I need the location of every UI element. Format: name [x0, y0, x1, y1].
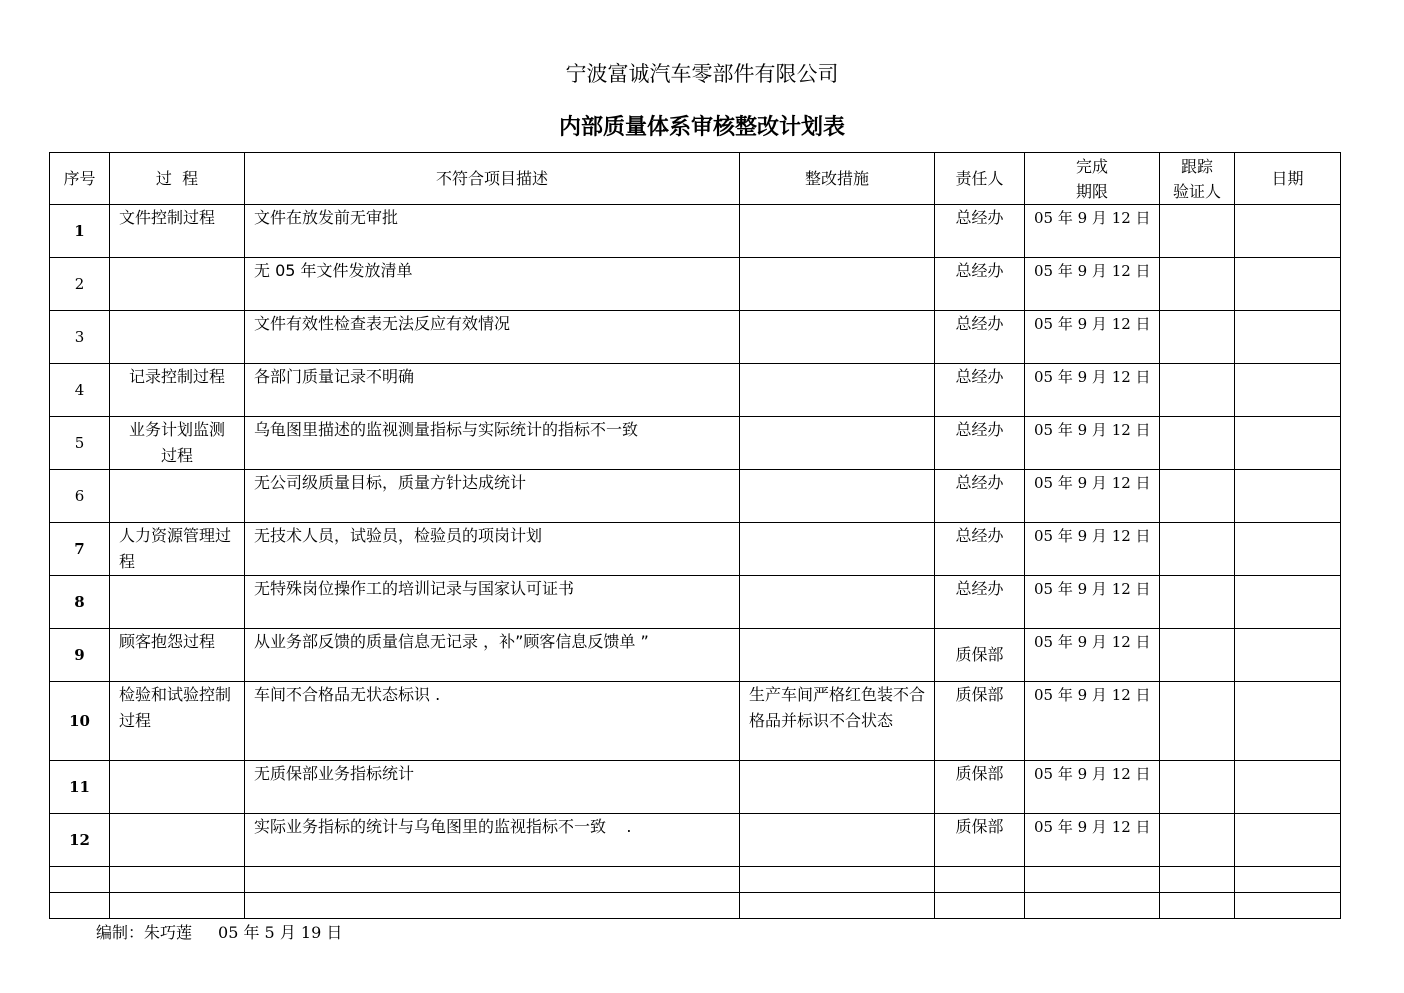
empty-cell	[1160, 893, 1235, 919]
row-seq: 8	[50, 576, 110, 629]
row-deadline: 05 年 9 月 12 日	[1025, 258, 1160, 311]
header-deadline-line2: 期限	[1075, 181, 1108, 201]
row-measure	[740, 205, 935, 258]
row-owner: 总经办	[935, 205, 1025, 258]
empty-cell	[245, 867, 740, 893]
row-owner: 质保部	[935, 761, 1025, 814]
row-owner: 质保部	[935, 814, 1025, 867]
empty-cell	[935, 893, 1025, 919]
table-row	[50, 258, 1341, 311]
row-description: 无公司级质量目标，质量方针达成统计	[245, 470, 740, 523]
row-verifier	[1160, 682, 1235, 761]
row-owner: 总经办	[935, 364, 1025, 417]
row-deadline: 05 年 9 月 12 日	[1025, 364, 1160, 417]
row-seq: 7	[50, 523, 110, 576]
row-date	[1235, 682, 1341, 761]
header-verifier-line1: 跟踪	[1180, 156, 1213, 176]
table-header-row	[50, 153, 1341, 205]
row-process: 记录控制过程	[110, 364, 245, 417]
row-process	[110, 814, 245, 867]
row-description: 文件在放发前无审批	[245, 205, 740, 258]
row-process: 文件控制过程	[110, 205, 245, 258]
header-verifier	[1160, 153, 1235, 205]
row-description: 从业务部反馈的质量信息无记录 ，补”顾客信息反馈单 ”	[245, 629, 740, 682]
row-process	[110, 470, 245, 523]
table-row	[50, 364, 1341, 417]
row-date	[1235, 205, 1341, 258]
row-deadline: 05 年 9 月 12 日	[1025, 523, 1160, 576]
row-owner: 总经办	[935, 523, 1025, 576]
row-verifier	[1160, 629, 1235, 682]
row-date	[1235, 523, 1341, 576]
row-seq: 4	[50, 364, 110, 417]
company-name: 宁波富诚汽车零部件有限公司	[565, 62, 839, 86]
row-measure: 生产车间严格红色装不合格品并标识不合状态	[740, 682, 935, 761]
row-date	[1235, 470, 1341, 523]
row-owner: 总经办	[935, 470, 1025, 523]
row-description: 无技术人员，试验员，检验员的项岗计划	[245, 523, 740, 576]
row-description: 无质保部业务指标统计	[245, 761, 740, 814]
row-date	[1235, 576, 1341, 629]
empty-row	[50, 867, 1341, 893]
row-owner: 总经办	[935, 576, 1025, 629]
row-process: 人力资源管理过程	[110, 523, 245, 576]
row-date	[1235, 761, 1341, 814]
row-owner: 总经办	[935, 311, 1025, 364]
header-verifier-line2: 验证人	[1172, 181, 1221, 201]
row-description: 实际业务指标的统计与乌龟图里的监视指标不一致 .	[245, 814, 740, 867]
table-row	[50, 629, 1341, 682]
row-owner: 质保部	[935, 682, 1025, 761]
row-description: 文件有效性检查表无法反应有效情况	[245, 311, 740, 364]
row-seq: 3	[50, 311, 110, 364]
empty-cell	[50, 867, 110, 893]
row-deadline: 05 年 9 月 12 日	[1025, 470, 1160, 523]
row-verifier	[1160, 470, 1235, 523]
header-deadline	[1025, 153, 1160, 205]
header-deadline-line1: 完成	[1075, 156, 1108, 176]
row-measure	[740, 258, 935, 311]
row-process	[110, 258, 245, 311]
row-seq: 1	[50, 205, 110, 258]
row-measure	[740, 629, 935, 682]
empty-cell	[935, 867, 1025, 893]
table-row	[50, 205, 1341, 258]
row-verifier	[1160, 311, 1235, 364]
row-measure	[740, 814, 935, 867]
row-measure	[740, 417, 935, 470]
row-seq: 2	[50, 258, 110, 311]
table-row	[50, 417, 1341, 470]
row-deadline: 05 年 9 月 12 日	[1025, 761, 1160, 814]
empty-cell	[1160, 867, 1235, 893]
row-deadline: 05 年 9 月 12 日	[1025, 814, 1160, 867]
row-deadline: 05 年 9 月 12 日	[1025, 682, 1160, 761]
row-seq: 12	[50, 814, 110, 867]
row-verifier	[1160, 258, 1235, 311]
row-date	[1235, 311, 1341, 364]
row-description: 车间不合格品无状态标识 .	[245, 682, 740, 761]
header-measure: 整改措施	[740, 153, 935, 205]
row-deadline: 05 年 9 月 12 日	[1025, 629, 1160, 682]
row-process	[110, 761, 245, 814]
row-process: 检验和试验控制过程	[110, 682, 245, 761]
row-date	[1235, 629, 1341, 682]
row-verifier	[1160, 761, 1235, 814]
row-description: 无 05 年文件发放清单	[245, 258, 740, 311]
empty-cell	[50, 893, 110, 919]
row-seq: 11	[50, 761, 110, 814]
row-verifier	[1160, 364, 1235, 417]
row-date	[1235, 417, 1341, 470]
empty-cell	[740, 893, 935, 919]
empty-cell	[740, 867, 935, 893]
row-verifier	[1160, 417, 1235, 470]
row-description: 各部门质量记录不明确	[245, 364, 740, 417]
row-deadline: 05 年 9 月 12 日	[1025, 205, 1160, 258]
row-process	[110, 576, 245, 629]
empty-row	[50, 893, 1341, 919]
table-row	[50, 470, 1341, 523]
row-seq: 5	[50, 417, 110, 470]
row-owner: 质保部	[935, 629, 1025, 682]
row-measure	[740, 364, 935, 417]
header-process: 过 程	[110, 153, 245, 205]
table-row	[50, 576, 1341, 629]
row-process: 业务计划监测过程	[110, 417, 245, 470]
table-row	[50, 814, 1341, 867]
row-deadline: 05 年 9 月 12 日	[1025, 576, 1160, 629]
empty-cell	[110, 893, 245, 919]
row-verifier	[1160, 814, 1235, 867]
row-deadline: 05 年 9 月 12 日	[1025, 311, 1160, 364]
empty-cell	[1025, 893, 1160, 919]
table-row	[50, 682, 1341, 761]
empty-cell	[1235, 867, 1341, 893]
empty-cell	[110, 867, 245, 893]
empty-cell	[1235, 893, 1341, 919]
row-verifier	[1160, 576, 1235, 629]
row-seq: 6	[50, 470, 110, 523]
header-owner: 责任人	[935, 153, 1025, 205]
row-measure	[740, 761, 935, 814]
header-date: 日期	[1235, 153, 1341, 205]
row-process	[110, 311, 245, 364]
header-description: 不符合项目描述	[245, 153, 740, 205]
row-seq: 10	[50, 682, 110, 761]
row-measure	[740, 311, 935, 364]
header-seq: 序号	[50, 153, 110, 205]
empty-cell	[1025, 867, 1160, 893]
row-measure	[740, 523, 935, 576]
row-verifier	[1160, 205, 1235, 258]
footer-author: 编制：朱巧莲	[96, 923, 193, 942]
row-date	[1235, 814, 1341, 867]
document-title: 内部质量体系审核整改计划表	[558, 114, 845, 140]
footer-date: 05 年 5 月 19 日	[218, 923, 343, 942]
row-deadline: 05 年 9 月 12 日	[1025, 417, 1160, 470]
row-date	[1235, 364, 1341, 417]
row-owner: 总经办	[935, 417, 1025, 470]
row-description: 乌龟图里描述的监视测量指标与实际统计的指标不一致	[245, 417, 740, 470]
row-process: 顾客抱怨过程	[110, 629, 245, 682]
row-description: 无特殊岗位操作工的培训记录与国家认可证书	[245, 576, 740, 629]
row-verifier	[1160, 523, 1235, 576]
table-row	[50, 523, 1341, 576]
row-measure	[740, 470, 935, 523]
empty-cell	[245, 893, 740, 919]
row-date	[1235, 258, 1341, 311]
rectification-plan-table	[49, 152, 1341, 919]
footer	[96, 920, 342, 943]
table-row	[50, 311, 1341, 364]
row-seq: 9	[50, 629, 110, 682]
row-owner: 总经办	[935, 258, 1025, 311]
row-measure	[740, 576, 935, 629]
table-row	[50, 761, 1341, 814]
